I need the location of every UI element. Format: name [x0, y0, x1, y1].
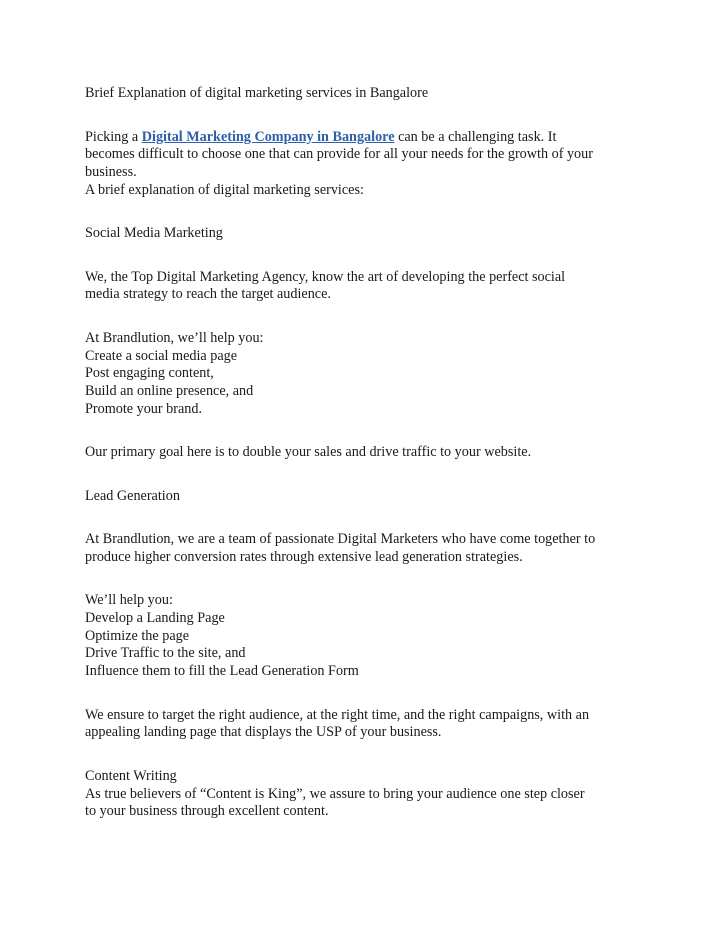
goal-text: Our primary goal here is to double your sales and drive traffic to your website. [85, 444, 532, 461]
list-item: Build an online presence, and [85, 382, 254, 399]
content-line-2: to your business through excellent content. [85, 803, 329, 820]
intro-line-4: A brief explanation of digital marketing services: [85, 181, 364, 198]
list-intro: At Brandlution, we’ll help you: [85, 329, 264, 346]
list-item: Drive Traffic to the site, and [85, 645, 246, 662]
document-title [85, 85, 645, 103]
section-heading-lead [85, 488, 645, 506]
list-item: Create a social media page [85, 347, 238, 364]
list-item: Post engaging content, [85, 365, 214, 382]
list-intro: We’ll help you: [85, 592, 173, 609]
heading-text: Content Writing [85, 767, 177, 784]
heading-text: Social Media Marketing [85, 225, 223, 242]
company-link[interactable]: Digital Marketing Company in Bangalore [141, 128, 395, 145]
list-item: Promote your brand. [85, 400, 203, 417]
lead-help-list [85, 592, 645, 681]
content-line-1: As true believers of “Content is King”, we assure to bring your audience one step closer [85, 785, 585, 802]
target-line-2: appealing landing page that displays the USP of your business. [85, 724, 442, 741]
intro-line-2: becomes difficult to choose one that can provide for all your needs for the growth of your [85, 146, 593, 163]
content-writing-section [85, 768, 645, 821]
intro-before-link: Picking a [85, 128, 142, 145]
section-heading-social [85, 225, 645, 243]
list-item: Optimize the page [85, 627, 190, 644]
document-page [85, 85, 645, 821]
title-text: Brief Explanation of digital marketing services in Bangalore [85, 85, 429, 101]
intro-line-1 [85, 129, 645, 147]
lead-line-1: At Brandlution, we are a team of passionate Digital Marketers who have come together to [85, 531, 596, 548]
list-item: Develop a Landing Page [85, 610, 225, 627]
social-help-list [85, 330, 645, 419]
social-paragraph [85, 269, 645, 304]
goal-paragraph [85, 444, 645, 462]
intro-paragraph [85, 129, 645, 200]
lead-paragraph [85, 531, 645, 566]
lead-line-2: produce higher conversion rates through extensive lead generation strategies. [85, 548, 523, 565]
target-line-1: We ensure to target the right audience, at the right time, and the right campaigns, with an [85, 706, 590, 723]
intro-after-link: can be a challenging task. It [394, 128, 557, 145]
social-line-2: media strategy to reach the target audience. [85, 286, 331, 303]
intro-line-3: business. [85, 163, 137, 180]
social-line-1: We, the Top Digital Marketing Agency, know the art of developing the perfect social [85, 268, 566, 285]
target-paragraph [85, 707, 645, 742]
heading-text: Lead Generation [85, 487, 180, 504]
list-item: Influence them to fill the Lead Generation Form [85, 663, 359, 680]
